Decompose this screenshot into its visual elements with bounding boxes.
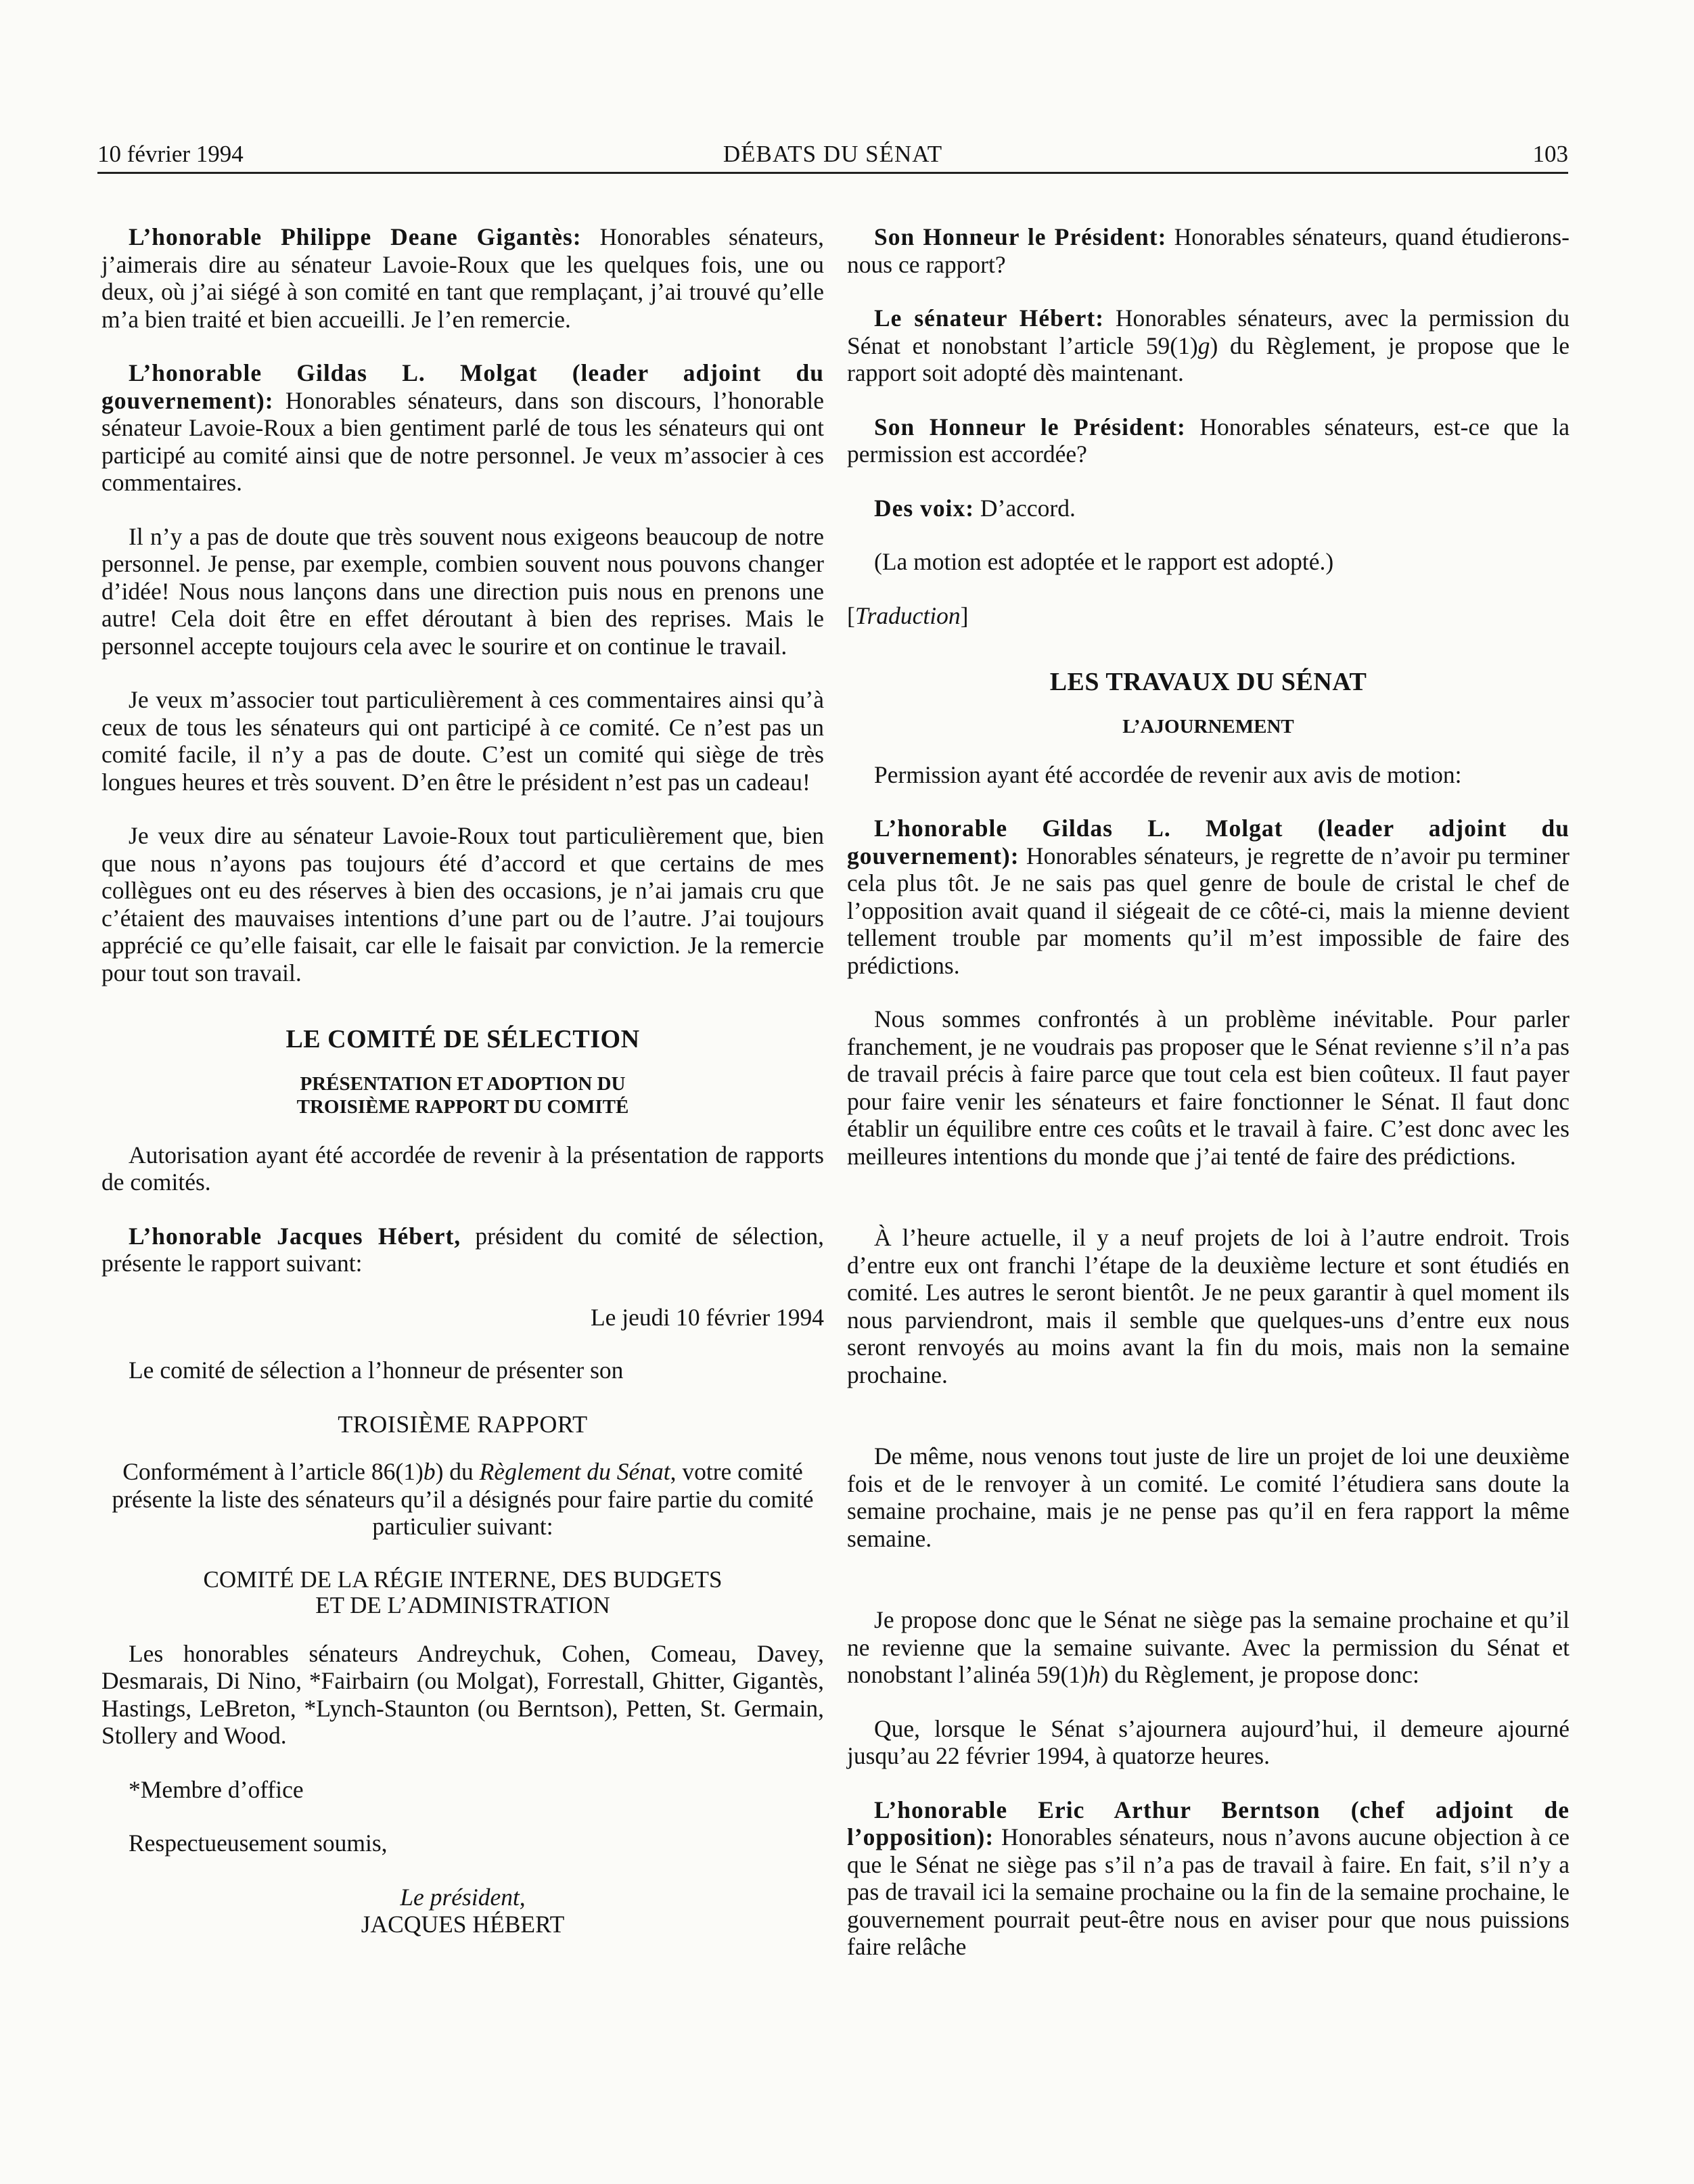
section-subheading: L’AJOURNEMENT xyxy=(1122,715,1294,737)
closing: Respectueusement soumis, xyxy=(129,1829,388,1857)
paragraph: Le comité de sélection a l’honneur de présenter son xyxy=(129,1357,624,1384)
text-run: Règlement du Sénat xyxy=(479,1458,670,1485)
header-title: DÉBATS DU SÉNAT xyxy=(723,141,943,167)
paragraph: De même, nous venons tout juste de lire un projet de loi une deuxième fois et de le renvoyer à un comité. Le comité l’étudiera sans doute la semaine prochaine, mais je ne pense pas qu’il en fera rapport la même semaine. xyxy=(847,1442,1570,1552)
paragraph-berntson xyxy=(847,1796,1570,1961)
speech-text: Honorables sénateurs, je regrette de n’avoir pu terminer cela plus tôt. Je ne sais pas quel genre de boule de cristal le chef de l’opposition avait quand il siégeait de ce côté-ci, mais la mienne devient tellement trouble par moments qu’il m’est impossible de faire des prédictions. xyxy=(847,842,1570,979)
speech-text: Honorables sénateurs, dans son discours, l’honorable sénateur Lavoie-Roux a bien gentiment parlé de tous les sénateurs qui ont participé au comité ainsi que de notre personnel. Je veux m’associer à ces commentaires. xyxy=(101,386,824,496)
paragraph-molgat xyxy=(847,815,1570,979)
paragraph: (La motion est adoptée et le rapport est adopté.) xyxy=(874,548,1334,575)
paragraph-members: Les honorables sénateurs Andreychuk, Cohen, Comeau, Davey, Desmarais, Di Nino, *Fairbairn (ou Molgat), Forrestall, Ghitter, Gigantès, Hastings, LeBreton, *Lynch-Staunton (ou Berntson), Petten, St. Germain, Stollery and Wood. xyxy=(101,1639,824,1749)
header-date: 10 février 1994 xyxy=(97,141,244,167)
section-subheading xyxy=(101,1072,824,1118)
speech-text: Honorables sénateurs, nous n’avons aucune objection à ce que le Sénat ne siège pas s’il n’a pas de travail à faire. En fait, s’il n’y a pas de travail ici la semaine prochaine ou la fin de la semaine prochaine, le gouvernement pourrait peut-être nous en aviser pour que nous puissions faire relâche xyxy=(847,1823,1570,1960)
paragraph: Permission ayant été accordée de revenir aux avis de motion: xyxy=(874,760,1462,788)
section-heading: LES TRAVAUX DU SÉNAT xyxy=(1049,668,1367,696)
text-run: Conformément à l’article 86(1) xyxy=(122,1458,424,1485)
paragraph-speaker xyxy=(847,413,1570,468)
subheading-line: PRÉSENTATION ET ADOPTION DU xyxy=(300,1072,626,1095)
speech-text: Honorables sénateurs, quand étudierons-nous ce rapport? xyxy=(847,223,1570,278)
text-run: ) du Règlement, je propose donc: xyxy=(1100,1661,1419,1688)
paragraph-motion xyxy=(847,1606,1570,1689)
paragraph-speaker xyxy=(847,223,1570,278)
committee-line: ET DE L’ADMINISTRATION xyxy=(315,1591,610,1618)
committee-line: COMITÉ DE LA RÉGIE INTERNE, DES BUDGETS xyxy=(203,1566,723,1593)
footnote: *Membre d’office xyxy=(129,1775,304,1803)
paragraph-hebert xyxy=(101,1223,824,1277)
paragraph-molgat xyxy=(101,359,824,497)
text-run: [ xyxy=(847,601,855,629)
speaker-name: L’honorable Philippe Deane Gigantès: xyxy=(129,223,582,250)
speaker-name: Son Honneur le Président: xyxy=(874,413,1186,440)
section-heading: LE COMITÉ DE SÉLECTION xyxy=(285,1025,640,1053)
left-column xyxy=(101,223,824,1938)
signature-role: Le président, xyxy=(400,1883,526,1911)
paragraph-gigantes xyxy=(101,223,824,333)
text-run: ) du Règlement, je propose que le rapport soit adopté dès maintenant. xyxy=(847,332,1570,386)
page-header xyxy=(97,133,1568,174)
paragraph: À l’heure actuelle, il y a neuf projets de loi à l’autre endroit. Trois d’entre eux ont franchi l’étape de la deuxième lecture et sont étudiés en comité. Les autres le seront bientôt. Je ne peux garantir à quel moment ils nous parviendront, mais il semble que quelques-uns d’entre eux nous seront renvoyés au moins avant la fin du mois, mais non la semaine prochaine. xyxy=(847,1224,1570,1388)
speech-text: président du comité de sélection, présente le rapport suivant: xyxy=(101,1222,824,1277)
paragraph: Il n’y a pas de doute que très souvent nous exigeons beaucoup de notre personnel. Je pense, par exemple, combien souvent nous pouvons changer d’idée! Nous nous lançons dans une direction puis nous en prenons une autre! Cela doit être en effet déroutant à bien des reprises. Mais le personnel accepte toujours cela avec le sourire et on continue le travail. xyxy=(101,522,824,660)
speaker-name: Son Honneur le Président: xyxy=(874,223,1167,250)
speaker-name: L’honorable Gildas L. Molgat (leader adjoint du gouvernement): xyxy=(847,815,1570,869)
paragraph: Je veux m’associer tout particulièrement à ces commentaires ainsi qu’à ceux de tous les sénateurs qui ont participé à ce comité. Ce n’est pas un comité facile, il n’y a pas de doute. C’est un comité qui siège de très longues heures et très souvent. D’en être le président n’est pas un cadeau! xyxy=(101,686,824,796)
text-run: Je propose donc que le Sénat ne siège pas la semaine prochaine et qu’il ne revienne que la semaine suivante. Avec la permission du Sénat et nonobstant l’alinéa 59(1) xyxy=(847,1606,1570,1688)
report-date: Le jeudi 10 février 1994 xyxy=(590,1303,824,1331)
text-run: ) du xyxy=(435,1458,480,1485)
page-number: 103 xyxy=(1532,141,1568,167)
subheading-line: TROISIÈME RAPPORT DU COMITÉ xyxy=(296,1095,629,1118)
text-run: Traduction xyxy=(854,601,961,629)
speaker-name: L’honorable Eric Arthur Berntson (chef adjoint de l’opposition): xyxy=(847,1796,1570,1850)
text-run: h xyxy=(1088,1661,1101,1688)
signature-name: JACQUES HÉBERT xyxy=(361,1910,565,1938)
text-run: g xyxy=(1197,332,1210,359)
motion-quote: Que, lorsque le Sénat s’ajournera aujourd’hui, il demeure ajourné jusqu’au 22 février 1994, à quatorze heures. xyxy=(847,1714,1570,1769)
text-run: , votre comité présente la liste des sénateurs qu’il a désignés pour faire partie du comité particulier suivant: xyxy=(112,1458,814,1540)
speech-text: D’accord. xyxy=(974,494,1076,522)
speaker-name: L’honorable Jacques Hébert, xyxy=(129,1222,461,1250)
paragraph: Autorisation ayant été accordée de revenir à la présentation de rapports de comités. xyxy=(101,1141,824,1196)
paragraph-article xyxy=(101,1458,824,1541)
committee-name xyxy=(101,1567,824,1618)
text-run: Honorables sénateurs, avec la permission du Sénat et nonobstant l’article 59(1) xyxy=(847,304,1570,359)
speech-text: Honorables sénateurs, est-ce que la permission est accordée? xyxy=(847,413,1570,468)
report-title: TROISIÈME RAPPORT xyxy=(338,1410,588,1438)
paragraph: Je veux dire au sénateur Lavoie-Roux tout particulièrement que, bien que nous n’ayons pas toujours été d’accord et que certains de mes collègues ont eu des réserves à bien des occasions, je n’ai jamais cru que c’étaient des mauvaises intentions d’une part ou de l’autre. J’ai toujours apprécié ce qu’elle faisait, car elle le faisait par conviction. Je la remercie pour tout son travail. xyxy=(101,822,824,986)
translation-note xyxy=(847,602,1570,630)
right-column xyxy=(847,223,1570,1987)
speech-text: Honorables sénateurs, j’aimerais dire au sénateur Lavoie-Roux que les quelques fois, une ou deux, où j’ai siégé à son comité en tant que remplaçant, j’ai trouvé qu’elle m’a bien traité et bien accueilli. Je l’en remercie. xyxy=(101,223,824,333)
paragraph-hebert xyxy=(847,304,1570,387)
text-run: ] xyxy=(960,601,969,629)
speaker-name: Le sénateur Hébert: xyxy=(874,304,1105,332)
speaker-name: L’honorable Gildas L. Molgat (leader adjoint du gouvernement): xyxy=(101,359,824,414)
text-run: b xyxy=(423,1458,436,1485)
speaker-name: Des voix: xyxy=(874,494,975,522)
paragraph-voices xyxy=(847,495,1570,522)
paragraph: Nous sommes confrontés à un problème inévitable. Pour parler franchement, je ne voudrais pas proposer que le Sénat revienne s’il n’a pas de travail précis à faire parce que tout cela est bien coûteux. Il faut payer pour faire venir les sénateurs et faire fonctionner le Sénat. Il faut donc établir un équilibre entre ces coûts et le travail à faire. C’est donc avec les meilleures intentions du monde que j’ai tenté de faire des prédictions. xyxy=(847,1005,1570,1170)
